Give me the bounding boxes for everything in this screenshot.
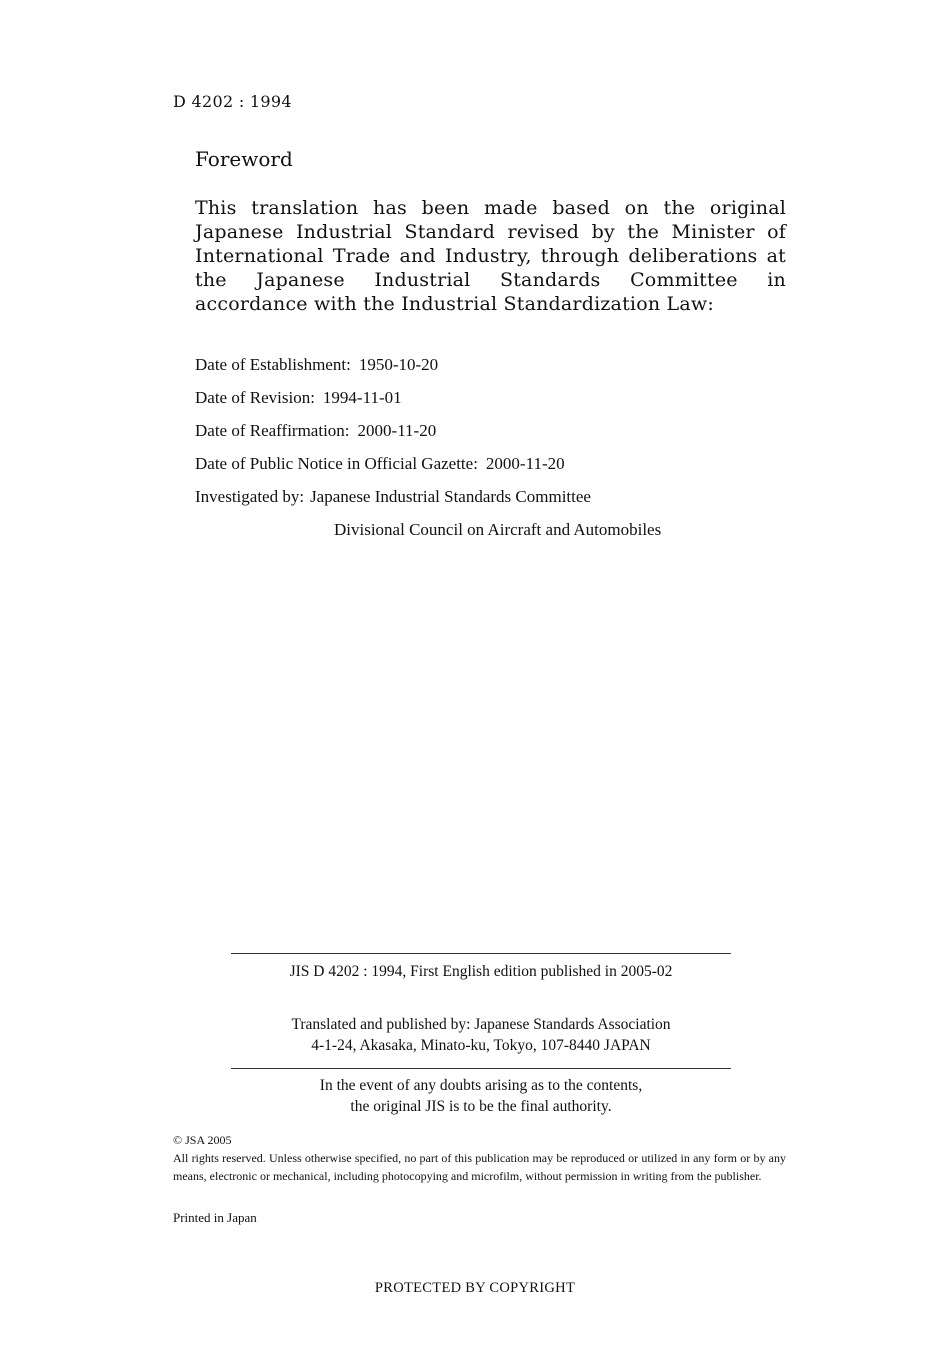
copyright-notice: All rights reserved. Unless otherwise specified, no part of this publication may be reproduced or utilized in any form or by any means, electronic or mechanical, including photocopying and microfilm, without permission in writing from the publisher.: [173, 1151, 786, 1183]
authority-note: [231, 1075, 731, 1117]
dates-list: [195, 352, 661, 550]
date-revision-label: Date of Revision:: [195, 388, 315, 407]
date-reaffirmation: [195, 418, 661, 451]
protected-footer: PROTECTED BY COPYRIGHT: [374, 1280, 576, 1296]
printed-in: Printed in Japan: [173, 1210, 257, 1225]
date-establishment: [195, 352, 661, 385]
date-reaffirmation-label: Date of Reaffirmation:: [195, 421, 350, 440]
date-reaffirmation-value: 2000-11-20: [357, 421, 437, 440]
foreword-title: Foreword: [195, 147, 293, 171]
copyright-holder: © JSA 2005: [173, 1133, 232, 1147]
investigated-by-committee: Japanese Industrial Standards Committee: [310, 487, 591, 506]
authority-note-line1: In the event of any doubts arising as to the contents,: [319, 1077, 643, 1094]
document-id: D 4202 : 1994: [173, 92, 292, 111]
publisher-info: [231, 1014, 731, 1056]
publisher-line: Translated and published by: Japanese Standards Association: [291, 1016, 671, 1033]
date-establishment-value: 1950-10-20: [358, 355, 439, 374]
date-public-notice-value: 2000-11-20: [485, 454, 565, 473]
investigated-by: [195, 484, 661, 517]
copyright-block: [173, 1131, 786, 1185]
publisher-address: 4-1-24, Akasaka, Minato-ku, Tokyo, 107-8440 JAPAN: [311, 1037, 651, 1054]
date-public-notice: [195, 451, 661, 484]
investigated-by-label: Investigated by:: [195, 487, 305, 506]
authority-note-line2: the original JIS is to be the final authority.: [350, 1098, 612, 1115]
foreword-body: This translation has been made based on the original Japanese Industrial Standard revised by the Minister of International Trade and Industry, through deliberations at the Japanese Industrial Standards Committee in accordance with the Industrial Standardization Law:: [195, 197, 786, 315]
date-establishment-label: Date of Establishment:: [195, 355, 351, 374]
divider-top: [231, 953, 731, 954]
date-public-notice-label: Date of Public Notice in Official Gazette:: [195, 454, 478, 473]
date-revision: [195, 385, 661, 418]
date-revision-value: 1994-11-01: [322, 388, 402, 407]
divider-bottom: [231, 1068, 731, 1069]
edition-note: JIS D 4202 : 1994, First English edition published in 2005-02: [289, 963, 673, 980]
investigated-by-council: Divisional Council on Aircraft and Automobiles: [334, 520, 662, 539]
